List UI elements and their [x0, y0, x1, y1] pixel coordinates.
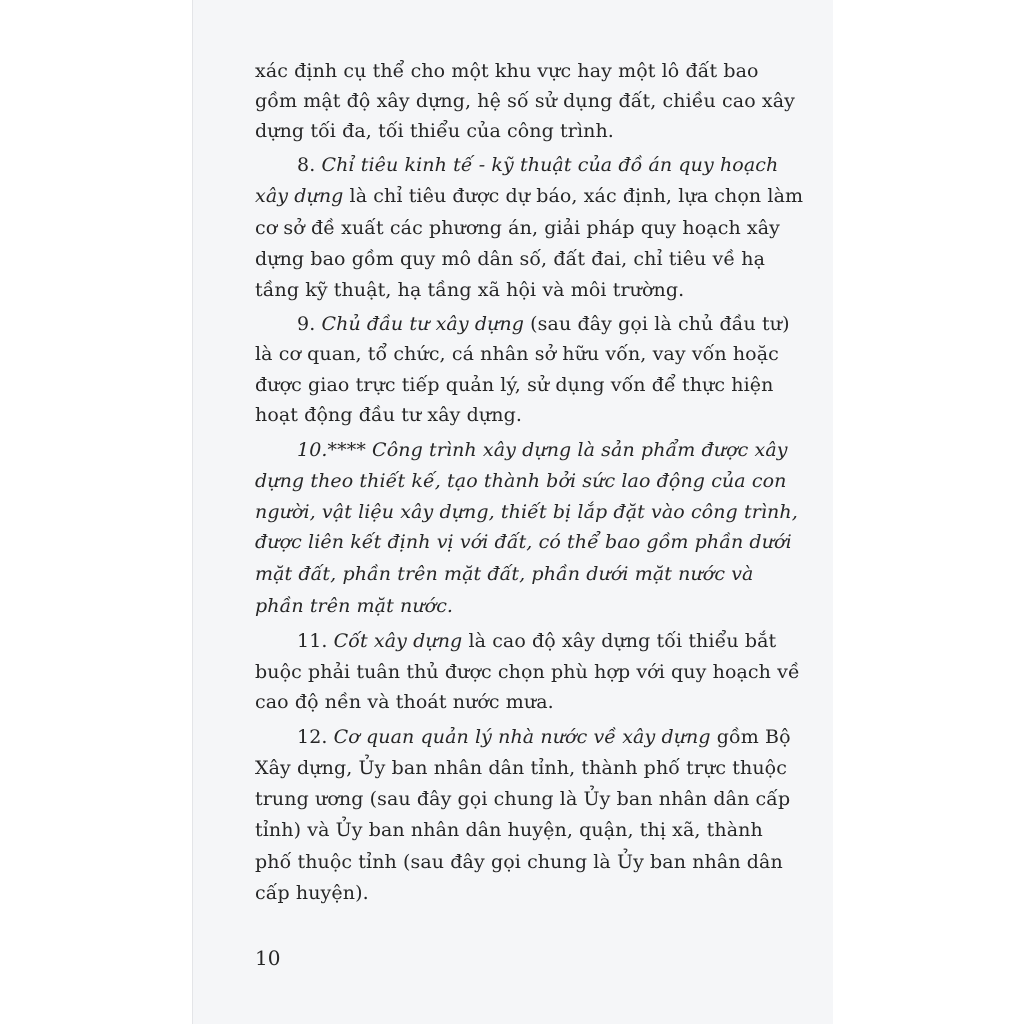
- italic-term: Cốt xây dựng: [333, 630, 463, 652]
- text-run: 8.: [297, 154, 322, 176]
- text-run: 9.: [297, 313, 322, 335]
- page-number: 10: [255, 946, 281, 970]
- text-line: [297, 436, 788, 464]
- text-line: [255, 57, 759, 85]
- text-line: [255, 214, 780, 242]
- italic-term: Chỉ tiêu kinh tế - kỹ thuật của đồ án quy hoạch: [321, 154, 779, 176]
- text-line: [255, 117, 614, 145]
- text-run: là cơ quan, tổ chức, cá nhân sở hữu vốn, vay vốn hoặc: [255, 343, 779, 365]
- text-run: hoạt động đầu tư xây dựng.: [255, 404, 522, 426]
- text-run: dựng bao gồm quy mô dân số, đất đai, chỉ tiêu về hạ: [255, 248, 766, 270]
- italic-term: xây dựng: [255, 185, 344, 207]
- italic-term: 10.**** Công trình xây dựng là sản phẩm được xây: [297, 439, 788, 461]
- book-page: [192, 0, 833, 1024]
- italic-term: dựng theo thiết kế, tạo thành bởi sức lao động của con: [255, 470, 787, 492]
- text-line: [255, 401, 522, 429]
- text-run: cấp huyện).: [255, 882, 369, 904]
- italic-term: được liên kết định vị với đất, có thể bao gồm phần dưới: [255, 531, 792, 553]
- text-run: cơ sở đề xuất các phương án, giải pháp quy hoạch xây: [255, 217, 780, 239]
- text-run: trung ương (sau đây gọi chung là Ủy ban nhân dân cấp: [255, 788, 791, 810]
- text-run: buộc phải tuân thủ được chọn phù hợp với quy hoạch về: [255, 661, 800, 683]
- text-run: (sau đây gọi là chủ đầu tư): [524, 313, 790, 335]
- text-line: [255, 371, 773, 399]
- text-line: [255, 560, 753, 588]
- text-line: [255, 592, 453, 620]
- text-line: [255, 498, 798, 526]
- text-line: [255, 754, 787, 782]
- text-run: gồm Bộ: [710, 726, 791, 748]
- text-line: [297, 723, 791, 751]
- text-run: phố thuộc tỉnh (sau đây gọi chung là Ủy ban nhân dân: [255, 851, 783, 873]
- italic-term: phần trên mặt nước.: [255, 595, 454, 617]
- text-run: gồm mật độ xây dựng, hệ số sử dụng đất, chiều cao xây: [255, 90, 795, 112]
- text-run: là cao độ xây dựng tối thiểu bắt: [462, 630, 777, 652]
- text-line: [255, 688, 554, 716]
- text-line: [255, 848, 783, 876]
- italic-term: mặt đất, phần trên mặt đất, phần dưới mặt nước và: [255, 563, 754, 585]
- italic-term: Cơ quan quản lý nhà nước về xây dựng: [333, 726, 711, 748]
- text-run: dựng tối đa, tối thiểu của công trình.: [255, 120, 614, 142]
- text-line: [255, 340, 779, 368]
- text-line: [297, 627, 776, 655]
- italic-term: người, vật liệu xây dựng, thiết bị lắp đặt vào công trình,: [255, 501, 798, 523]
- text-line: [255, 182, 803, 210]
- text-run: tầng kỹ thuật, hạ tầng xã hội và môi trường.: [255, 279, 685, 301]
- text-run: cao độ nền và thoát nước mưa.: [255, 691, 554, 713]
- text-run: 12.: [297, 726, 334, 748]
- text-run: Xây dựng, Ủy ban nhân dân tỉnh, thành phố trực thuộc: [255, 757, 787, 779]
- italic-term: Chủ đầu tư xây dựng: [321, 313, 525, 335]
- text-run: là chỉ tiêu được dự báo, xác định, lựa chọn làm: [343, 185, 804, 207]
- text-line: [255, 658, 800, 686]
- text-run: xác định cụ thể cho một khu vực hay một lô đất bao: [255, 60, 759, 82]
- text-line: [255, 816, 763, 844]
- text-line: [255, 467, 786, 495]
- text-line: [255, 879, 369, 907]
- text-line: [297, 310, 790, 338]
- text-run: được giao trực tiếp quản lý, sử dụng vốn để thực hiện: [255, 374, 774, 396]
- text-run: tỉnh) và Ủy ban nhân dân huyện, quận, thị xã, thành: [255, 819, 763, 841]
- text-line: [297, 151, 778, 179]
- text-line: [255, 528, 792, 556]
- text-line: [255, 245, 765, 273]
- text-run: 11.: [297, 630, 334, 652]
- text-line: [255, 87, 795, 115]
- text-line: [255, 785, 790, 813]
- text-line: [255, 276, 684, 304]
